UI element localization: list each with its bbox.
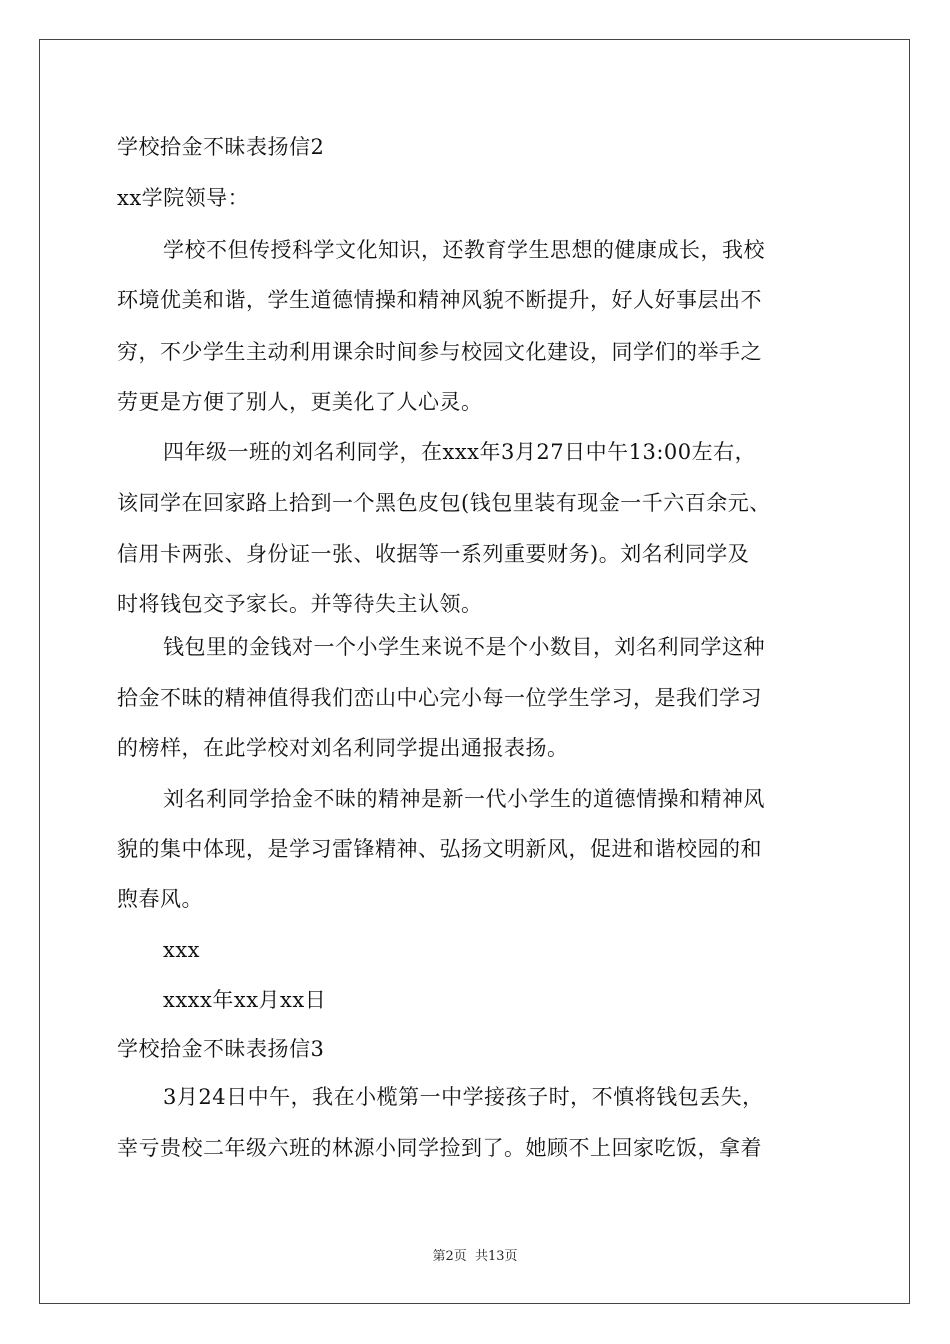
date: xxxx年xx月xx日 (163, 988, 327, 1012)
paragraph-line: 刘名利同学拾金不昧的精神是新一代小学生的道德情操和精神风 (163, 787, 765, 811)
page-footer (0, 1245, 950, 1264)
paragraph-line: 学校不但传授科学文化知识，还教育学生思想的健康成长，我校 (163, 238, 765, 262)
signer: xxx (163, 938, 201, 962)
paragraph-line: 穷，不少学生主动利用课余时间参与校园文化建设，同学们的举手之 (117, 340, 762, 364)
paragraph-line: 钱包里的金钱对一个小学生来说不是个小数目，刘名利同学这种 (163, 635, 765, 659)
page-total: 共13页 (474, 1249, 518, 1264)
paragraph-line: 拾金不昧的精神值得我们峦山中心完小每一位学生学习，是我们学习 (117, 686, 762, 710)
page-number: 第2页 (432, 1249, 467, 1264)
paragraph-line: 四年级一班的刘名利同学，在xxx年3月27日中午13:00左右， (163, 440, 757, 464)
paragraph-line: 幸亏贵校二年级六班的林源小同学捡到了。她顾不上回家吃饭，拿着 (117, 1136, 762, 1160)
salutation: xx学院领导： (117, 186, 250, 210)
paragraph-line: 的榜样，在此学校对刘名利同学提出通报表扬。 (117, 736, 569, 760)
paragraph-line: 劳更是方便了别人，更美化了人心灵。 (117, 390, 483, 414)
paragraph-line: 该同学在回家路上拾到一个黑色皮包(钱包里装有现金一千六百余元、 (117, 491, 771, 515)
paragraph-line: 信用卡两张、身份证一张、收据等一系列重要财务)。刘名利同学及 (117, 542, 750, 566)
paragraph-line: 时将钱包交予家长。并等待失主认领。 (117, 592, 483, 616)
letter-heading: 学校拾金不昧表扬信2 (117, 135, 325, 159)
paragraph-line: 貌的集中体现，是学习雷锋精神、弘扬文明新风，促进和谐校园的和 (117, 837, 762, 861)
page-frame (39, 39, 910, 1304)
letter-heading: 学校拾金不昧表扬信3 (117, 1037, 325, 1061)
paragraph-line: 煦春风。 (117, 887, 203, 911)
paragraph-line: 3月24日中午，我在小榄第一中学接孩子时，不慎将钱包丢失， (163, 1085, 764, 1109)
paragraph-line: 环境优美和谐，学生道德情操和精神风貌不断提升，好人好事层出不 (117, 288, 762, 312)
